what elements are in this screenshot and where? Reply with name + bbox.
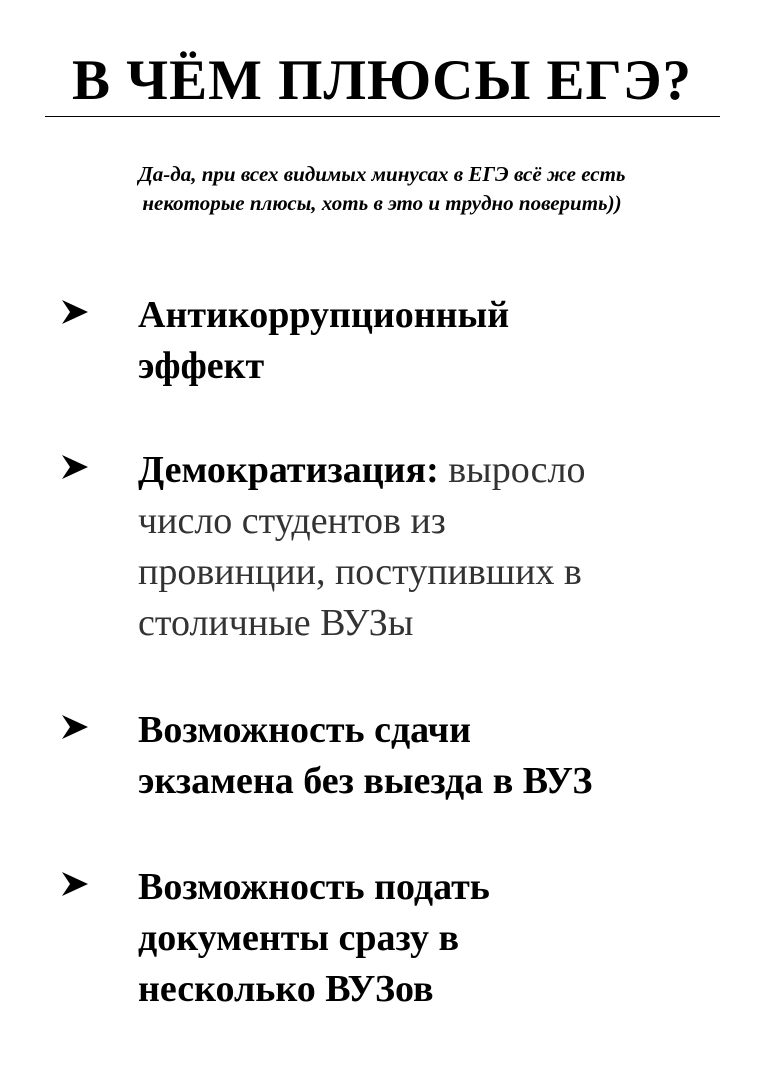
list-item-text [138,705,738,807]
list-item-line: число студентов из [138,500,446,542]
subtitle-line-1: Да-да, при всех видимых минусах в ЕГЭ всё же есть [138,162,626,186]
page-title: В ЧЁМ ПЛЮСЫ ЕГЭ? [72,49,692,112]
arrowhead-bullet-icon [60,447,90,487]
list-item-line: эффект [138,345,265,387]
list-item-first-line [138,445,738,496]
list-item-line: Антикоррупционный [138,294,510,336]
list-item-text [138,445,738,649]
list-item-line: Возможность подать [138,866,490,908]
list-item-heading-rest: выросло [438,449,586,491]
arrowhead-bullet-icon [60,707,90,747]
list-item-line: документы сразу в [138,917,460,959]
list-item-line: экзамена без выезда в ВУЗ [138,760,593,802]
list-item-heading: Демократизация: [138,449,439,491]
list-item-line: несколько ВУЗов [138,968,434,1010]
list-item-line: столичные ВУЗы [138,602,414,644]
arrowhead-bullet-icon [60,292,90,332]
arrowhead-bullet-icon [60,864,90,904]
subtitle-line-2: некоторые плюсы, хоть в это и трудно поверить)) [142,191,622,215]
list-item-line: провинции, поступивших в [138,551,582,593]
list-item-line: Возможность сдачи [138,709,471,751]
list-item-text [138,290,738,392]
list-item-text [138,862,738,1015]
